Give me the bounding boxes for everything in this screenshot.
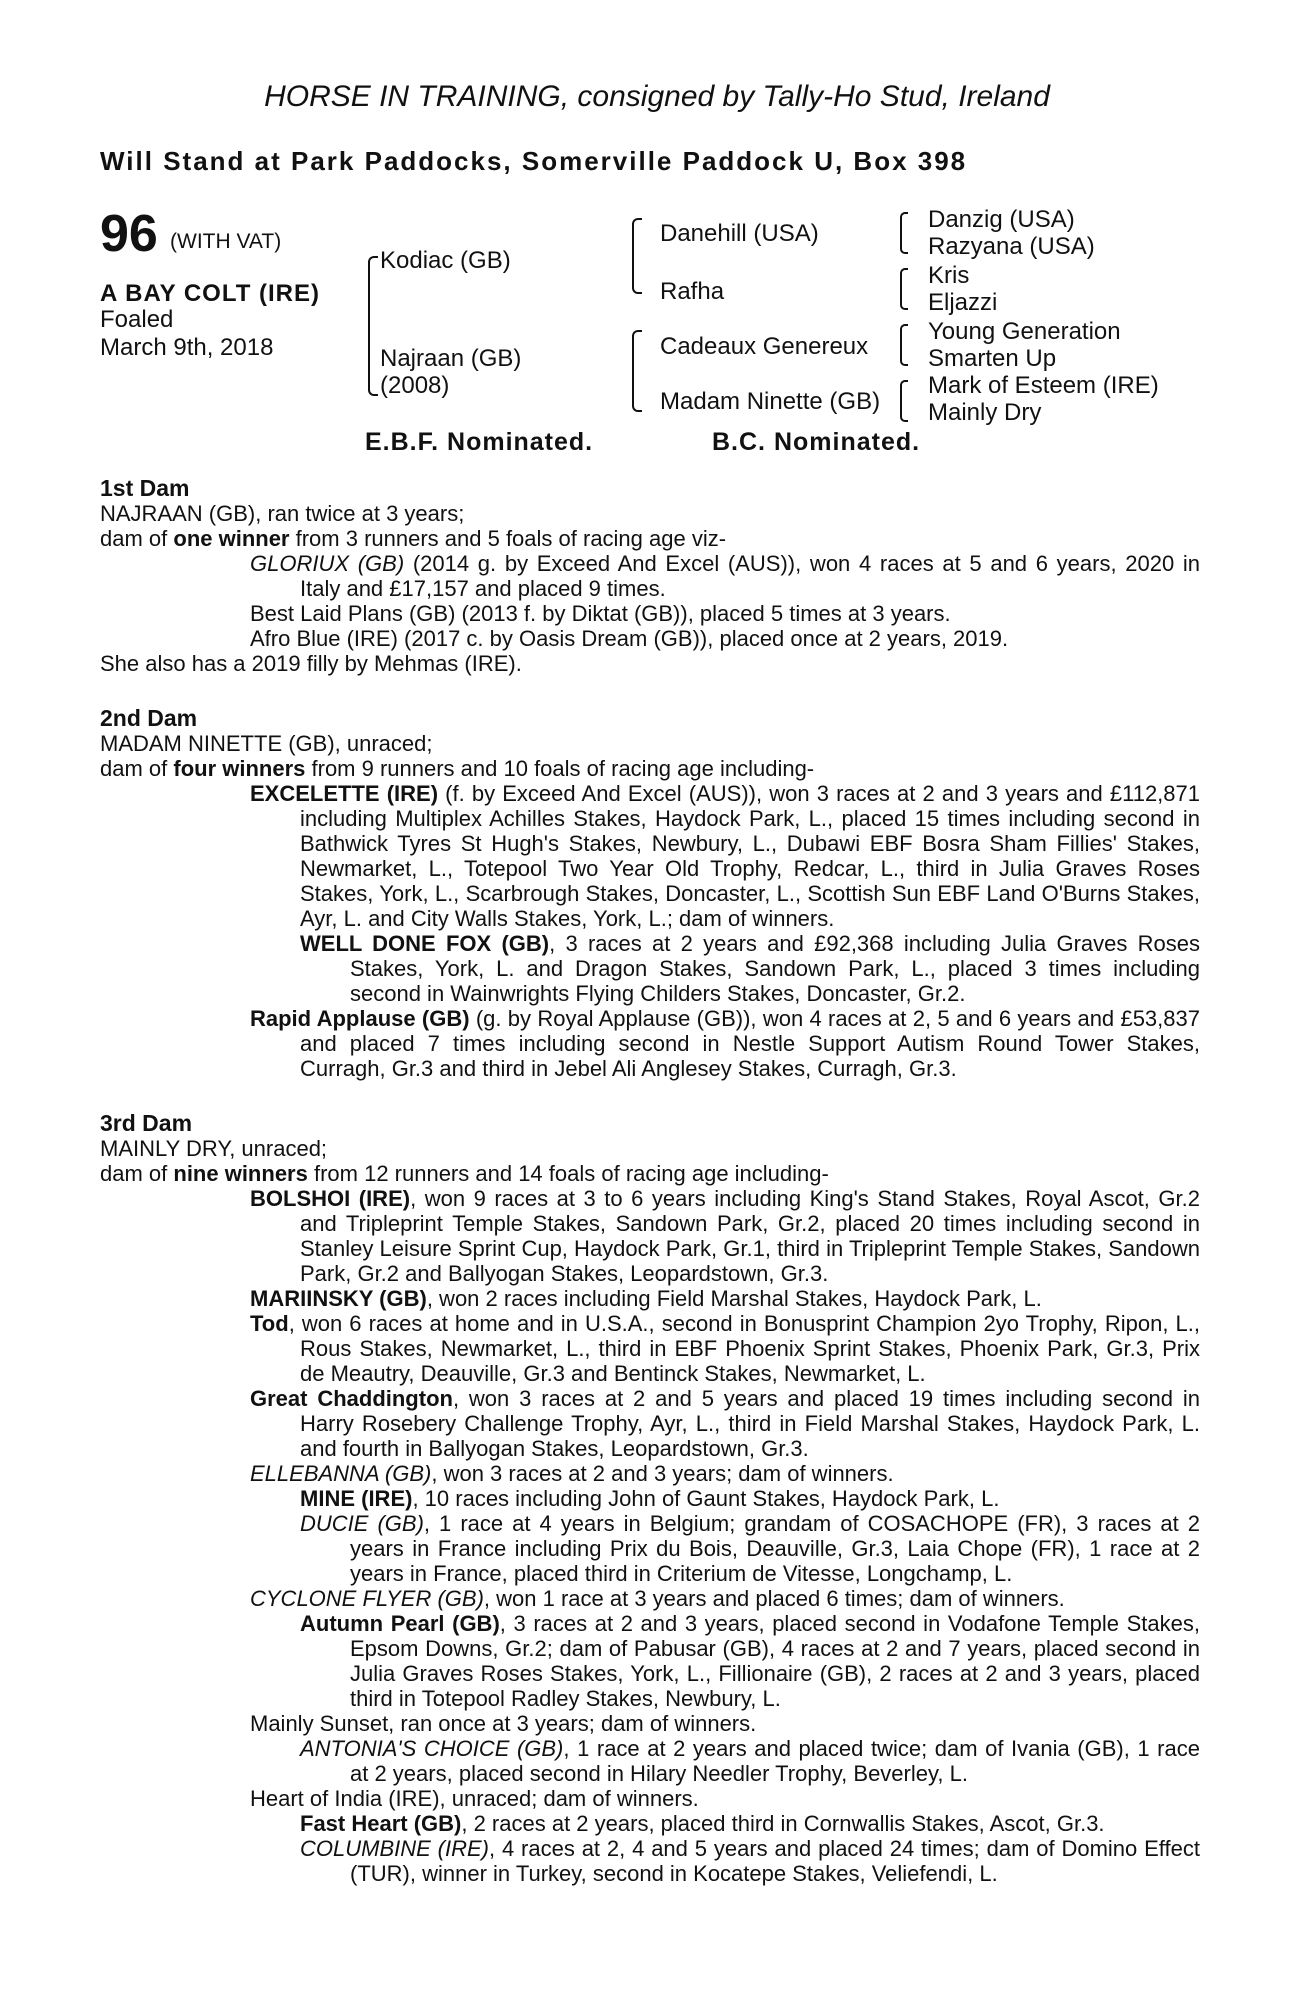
pedigree-dsd: Smarten Up (928, 345, 1057, 372)
ebf-nomination: E.B.F. Nominated. (365, 428, 594, 456)
pedigree-ddd: Mainly Dry (928, 399, 1042, 426)
pedigree-dd: Madam Ninette (GB) (660, 388, 881, 415)
family-notes (100, 476, 1200, 1886)
progeny-rapid-applause: Rapid Applause (GB) (g. by Royal Applause (GB)), won 4 races at 2, 5 and 6 years and £53,837 and placed 7 times including second in Nestle Support Autism Round Tower Stakes, Curragh, Gr.3 and third in Jebel Ali Anglesey Stakes, Curragh, Gr.3. (250, 1006, 1200, 1081)
progeny-great-chaddington: Great Chaddington, won 3 races at 2 and 5 years and placed 19 times including second in Harry Rosebery Challenge Trophy, Ayr, L., third in Field Marshal Stakes, Haydock Park, L. and fourth in Ballyogan Stakes, Leopardstown, Gr.3. (250, 1386, 1200, 1461)
page-title: HORSE IN TRAINING, consigned by Tally-Ho Stud, Ireland (264, 80, 1050, 113)
progeny-afro-blue: Afro Blue (IRE) (2017 c. by Oasis Dream (GB)), placed once at 2 years, 2019. (250, 626, 1009, 651)
third-dam-heading: 3rd Dam (100, 1110, 193, 1136)
pedigree-dds: Mark of Esteem (IRE) (928, 372, 1159, 399)
progeny-mainly-sunset: Mainly Sunset, ran once at 3 years; dam of winners. (250, 1711, 757, 1736)
bracket-dam (632, 330, 642, 412)
progeny-columbine: COLUMBINE (IRE), 4 races at 2, 4 and 5 years and placed 24 times; dam of Domino Effect (TUR), winner in Turkey, second in Kocatepe Stakes, Veliefendi, L. (300, 1836, 1200, 1886)
progeny-well-done-fox: WELL DONE FOX (GB), 3 races at 2 years and £92,368 including Julia Graves Roses Stakes, York, L. and Dragon Stakes, Sandown Park, L., placed 3 times including second in Wainwrights Flying Childers Stakes, Doncaster, Gr.2. (300, 931, 1201, 1006)
progeny-antonias-choice: ANTONIA'S CHOICE (GB), 1 race at 2 years and placed twice; dam of Ivania (GB), 1 race at 2 years, placed second in Hilary Needler Trophy, Beverley, L. (300, 1736, 1200, 1786)
bracket-ss (900, 212, 908, 254)
third-dam-summary: dam of nine winners from 12 runners and 14 foals of racing age including- (100, 1161, 829, 1186)
pedigree-sds: Kris (928, 262, 970, 289)
second-dam-heading: 2nd Dam (100, 705, 198, 731)
progeny-heart-of-india: Heart of India (IRE), unraced; dam of winners. (250, 1786, 699, 1811)
bracket-sd (900, 268, 908, 310)
pedigree-ds: Cadeaux Genereux (660, 333, 869, 360)
bracket-ds (900, 324, 908, 366)
foaled-label: Foaled (100, 306, 174, 333)
progeny-bolshoi: BOLSHOI (IRE), won 9 races at 3 to 6 years including King's Stand Stakes, Royal Ascot, Gr.2 and Tripleprint Temple Stakes, Sandown Park, Gr.2, placed 20 times including second in Stanley Leisure Sprint Cup, Haydock Park, Gr.1, third in Tripleprint Temple Stakes, Sandown Park, Gr.2 and Ballyogan Stakes, Leopardstown, Gr.3. (250, 1186, 1200, 1286)
bracket-sire-dam (368, 256, 378, 396)
progeny-cyclone-flyer: CYCLONE FLYER (GB), won 1 race at 3 years and placed 6 times; dam of winners. (250, 1586, 1065, 1611)
stand-location: Will Stand at Park Paddocks, Somerville Paddock U, Box 398 (100, 146, 968, 176)
progeny-ellebanna: ELLEBANNA (GB), won 3 races at 2 and 3 years; dam of winners. (250, 1461, 894, 1486)
first-dam-heading: 1st Dam (100, 475, 190, 501)
progeny-ducie: DUCIE (GB), 1 race at 4 years in Belgium; grandam of COSACHOPE (FR), 3 races at 2 years in France including Prix du Bois, Deauville, Gr.3, Laia Chope (FR), 1 race at 2 years in France, placed third in Criterium de Vitesse, Longchamp, L. (300, 1511, 1200, 1586)
bc-nomination: B.C. Nominated. (712, 428, 921, 456)
progeny-autumn-pearl: Autumn Pearl (GB), 3 races at 2 and 3 years, placed second in Vodafone Temple Stakes, Epsom Downs, Gr.2; dam of Pabusar (GB), 4 races at 2 and 7 years, placed second in Julia Graves Roses Stakes, York, L., Fillionaire (GB), 2 races at 2 and 3 years, placed third in Totepool Radley Stakes, Newbury, L. (300, 1611, 1200, 1711)
progeny-excelette: EXCELETTE (IRE) (f. by Exceed And Excel (AUS)), won 3 races at 2 and 3 years and £112,871 including Multiplex Achilles Stakes, Haydock Park, L., placed 15 times including second in Bathwick Tyres St Hugh's Stakes, Newbury, L., Dubawi EBF Bosra Sham Fillies' Stakes, Newmarket, L., Totepool Two Year Old Trophy, Redcar, L., third in Julia Graves Roses Stakes, York, L., Scarbrough Stakes, Doncaster, L., Scottish Sun EBF Land O'Burns Stakes, Ayr, L. and City Walls Stakes, York, L.; dam of winners. (250, 781, 1201, 931)
pedigree-sd: Rafha (660, 278, 725, 305)
progeny-best-laid-plans: Best Laid Plans (GB) (2013 f. by Diktat (GB)), placed 5 times at 3 years. (250, 601, 951, 626)
pedigree-sire: Kodiac (GB) (380, 247, 511, 274)
lot-number: 96 (100, 205, 158, 263)
second-dam-line: MADAM NINETTE (GB), unraced; (100, 731, 433, 756)
progeny-fast-heart: Fast Heart (GB), 2 races at 2 years, placed third in Cornwallis Stakes, Ascot, Gr.3. (300, 1811, 1105, 1836)
progeny-mariinsky: MARIINSKY (GB), won 2 races including Field Marshal Stakes, Haydock Park, L. (250, 1286, 1042, 1311)
pedigree-sdd: Eljazzi (928, 289, 998, 316)
first-dam-note: She also has a 2019 filly by Mehmas (IRE). (100, 651, 522, 676)
foaled-date: March 9th, 2018 (100, 334, 274, 361)
first-dam-summary: dam of one winner from 3 runners and 5 foals of racing age viz- (100, 526, 727, 551)
pedigree-ss: Danehill (USA) (660, 220, 819, 247)
third-dam-line: MAINLY DRY, unraced; (100, 1136, 328, 1161)
pedigree-dam: Najraan (GB) (380, 345, 522, 372)
pedigree-sss: Danzig (USA) (928, 206, 1075, 233)
pedigree-dss: Young Generation (928, 318, 1121, 345)
progeny-tod: Tod, won 6 races at home and in U.S.A., second in Bonusprint Champion 2yo Trophy, Ripon, L., Rous Stakes, Newmarket, L., third in EBF Phoenix Sprint Stakes, Phoenix Park, Gr.3, Prix de Meautry, Deauville, Gr.3 and Bentinck Stakes, Newmarket, L. (250, 1311, 1200, 1386)
foaled-info (100, 306, 273, 362)
second-dam-summary: dam of four winners from 9 runners and 10 foals of racing age including- (100, 756, 815, 781)
pedigree-ssd: Razyana (USA) (928, 233, 1095, 260)
vat-note: (WITH VAT) (170, 230, 282, 253)
horse-name: A BAY COLT (IRE) (100, 280, 321, 307)
first-dam-line: NAJRAAN (GB), ran twice at 3 years; (100, 501, 465, 526)
progeny-gloriux: GLORIUX (GB) (2014 g. by Exceed And Excel (AUS)), won 4 races at 5 and 6 years, 2020 in Italy and £17,157 and placed 9 times. (250, 551, 1200, 601)
pedigree-dam-year: (2008) (380, 372, 450, 399)
progeny-mine: MINE (IRE), 10 races including John of Gaunt Stakes, Haydock Park, L. (300, 1486, 1000, 1511)
bracket-sire (632, 218, 642, 294)
bracket-dd (900, 380, 908, 422)
